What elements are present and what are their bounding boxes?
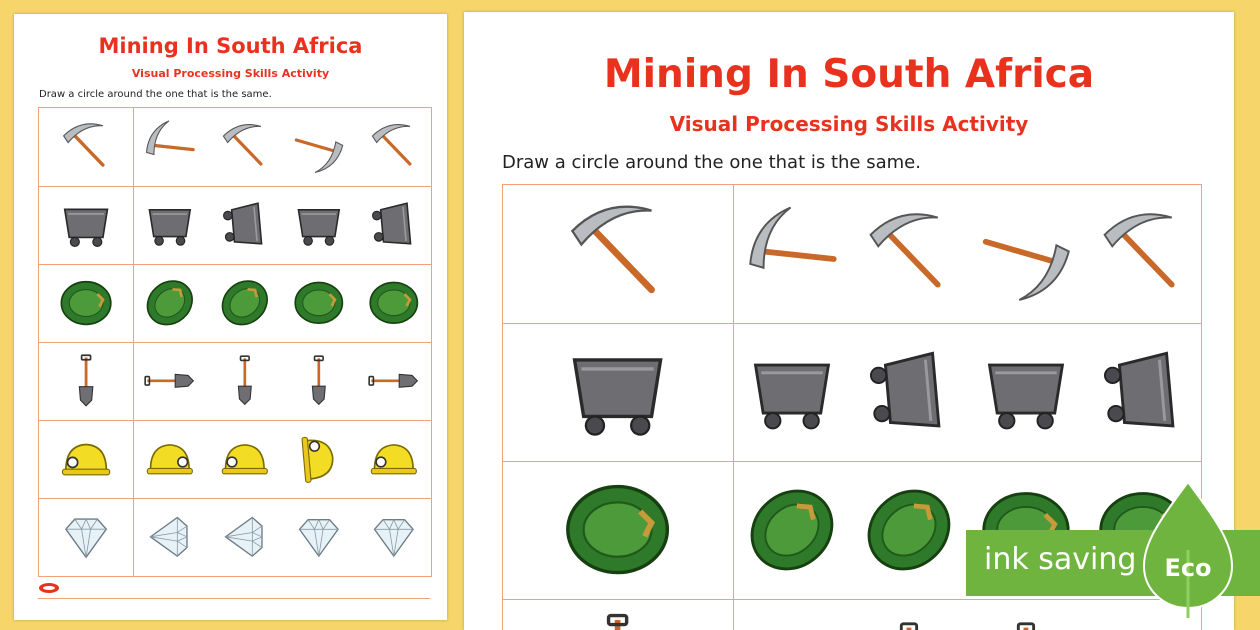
pickaxe-icon[interactable] — [143, 120, 197, 174]
gold-pan-icon[interactable] — [143, 276, 197, 330]
mine-cart-icon[interactable] — [367, 198, 421, 252]
shovel-icon[interactable] — [978, 620, 1074, 630]
mine-cart-icon[interactable] — [978, 344, 1074, 440]
gold-pan-icon[interactable] — [218, 276, 272, 330]
diamond-icon[interactable] — [367, 510, 421, 564]
row-divider — [503, 323, 1201, 324]
row-divider — [39, 342, 431, 343]
eco-leaf-icon — [1140, 480, 1236, 620]
pickaxe-icon[interactable] — [861, 206, 957, 302]
gold-pan-icon[interactable] — [861, 482, 957, 578]
mine-cart-icon[interactable] — [744, 344, 840, 440]
row-divider — [39, 420, 431, 421]
shovel-icon[interactable] — [1095, 620, 1191, 630]
worksheet-instruction: Draw a circle around the one that is the same. — [39, 89, 272, 100]
mine-cart-icon[interactable] — [143, 198, 197, 252]
gold-pan-icon[interactable] — [58, 275, 114, 331]
shovel-icon[interactable] — [744, 620, 840, 630]
worksheet-title: Mining In South Africa — [98, 34, 363, 58]
shovel-icon[interactable] — [143, 354, 197, 408]
shovel-icon[interactable] — [367, 354, 421, 408]
activity-grid — [38, 107, 432, 577]
gold-pan-icon[interactable] — [367, 276, 421, 330]
hard-hat-icon[interactable] — [143, 432, 197, 486]
hard-hat-icon[interactable] — [292, 432, 346, 486]
mine-cart-icon[interactable] — [1095, 344, 1191, 440]
diamond-icon[interactable] — [58, 509, 114, 565]
mine-cart-icon[interactable] — [861, 344, 957, 440]
gold-pan-icon[interactable] — [561, 473, 674, 586]
row-divider — [503, 461, 1201, 462]
shovel-icon[interactable] — [58, 353, 114, 409]
row-divider — [503, 599, 1201, 600]
shovel-icon[interactable] — [218, 354, 272, 408]
worksheet-thumbnail — [14, 14, 447, 620]
worksheet-title-large: Mining In South Africa — [603, 52, 1095, 97]
mine-cart-icon[interactable] — [292, 198, 346, 252]
shovel-icon[interactable] — [861, 620, 957, 630]
row-divider — [39, 498, 431, 499]
eco-label: Eco — [1164, 554, 1212, 582]
hard-hat-icon[interactable] — [367, 432, 421, 486]
diamond-icon[interactable] — [143, 510, 197, 564]
ink-saving-text: ink saving — [984, 542, 1137, 577]
worksheet-instruction-large: Draw a circle around the one that is the same. — [502, 152, 921, 173]
pickaxe-icon[interactable] — [744, 206, 840, 302]
mine-cart-icon[interactable] — [561, 335, 674, 448]
pickaxe-icon[interactable] — [292, 120, 346, 174]
publisher-logo-icon — [38, 581, 60, 595]
pickaxe-icon[interactable] — [978, 206, 1074, 302]
gold-pan-icon[interactable] — [292, 276, 346, 330]
row-divider — [39, 264, 431, 265]
pickaxe-icon[interactable] — [218, 120, 272, 174]
row-divider — [39, 186, 431, 187]
worksheet-subtitle-large: Visual Processing Skills Activity — [669, 112, 1029, 136]
column-divider — [733, 185, 734, 630]
pickaxe-icon[interactable] — [561, 197, 674, 310]
worksheet-subtitle: Visual Processing Skills Activity — [131, 67, 330, 80]
mine-cart-icon[interactable] — [218, 198, 272, 252]
hard-hat-icon[interactable] — [58, 431, 114, 487]
gold-pan-icon[interactable] — [744, 482, 840, 578]
diamond-icon[interactable] — [292, 510, 346, 564]
pickaxe-icon[interactable] — [1095, 206, 1191, 302]
shovel-icon[interactable] — [561, 611, 674, 630]
hard-hat-icon[interactable] — [218, 432, 272, 486]
mine-cart-icon[interactable] — [58, 197, 114, 253]
pickaxe-icon[interactable] — [58, 119, 114, 175]
shovel-icon[interactable] — [292, 354, 346, 408]
footer-divider — [38, 598, 430, 599]
diamond-icon[interactable] — [218, 510, 272, 564]
pickaxe-icon[interactable] — [367, 120, 421, 174]
